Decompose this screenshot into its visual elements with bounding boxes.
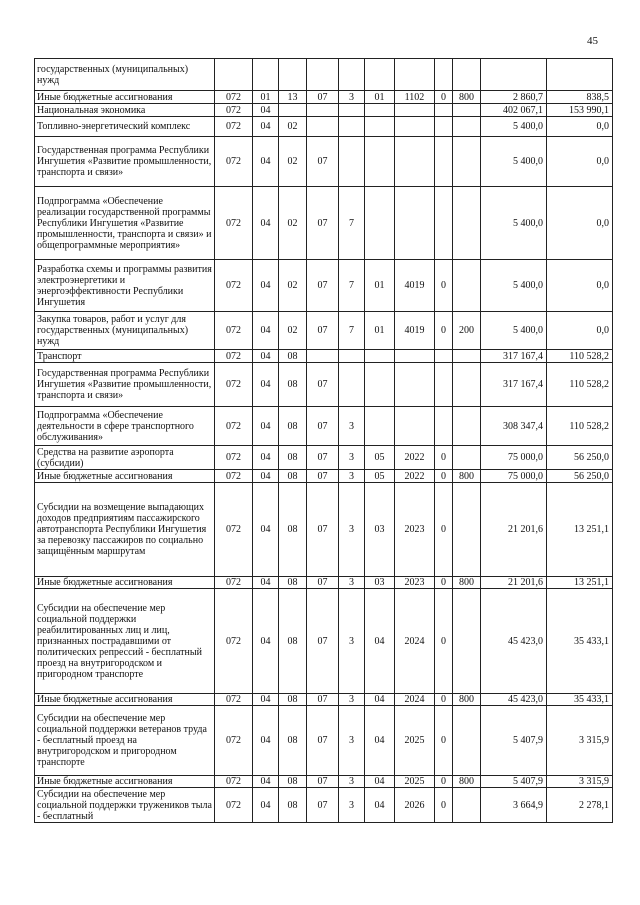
amount-executed-cell: 3 315,9 — [547, 706, 613, 776]
direction-code-cell — [395, 363, 435, 407]
status-code-cell — [435, 59, 453, 91]
program-code-cell: 07 — [307, 788, 339, 823]
section-code-cell: 04 — [253, 312, 279, 350]
section-code-cell: 04 — [253, 470, 279, 483]
program-code-cell: 07 — [307, 137, 339, 187]
amount-executed-cell: 0,0 — [547, 312, 613, 350]
row-name-cell: Средства на развитие аэропорта (субсидии) — [35, 446, 215, 470]
amount-executed-cell: 2 278,1 — [547, 788, 613, 823]
program-code-cell: 07 — [307, 312, 339, 350]
expense-type-cell — [453, 363, 481, 407]
expense-type-cell — [453, 788, 481, 823]
status-code-cell: 0 — [435, 589, 453, 694]
subprogram-code-cell — [339, 59, 365, 91]
subprogram-code-cell: 3 — [339, 577, 365, 589]
amount-planned-cell: 2 860,7 — [481, 91, 547, 104]
direction-code-cell: 2025 — [395, 776, 435, 788]
admin-code-cell: 072 — [215, 589, 253, 694]
subprogram-code-cell: 3 — [339, 694, 365, 706]
subprogram-code-cell: 7 — [339, 312, 365, 350]
table-row — [35, 260, 613, 312]
direction-code-cell — [395, 137, 435, 187]
status-code-cell: 0 — [435, 260, 453, 312]
subsection-code-cell: 08 — [279, 446, 307, 470]
section-code-cell — [253, 59, 279, 91]
status-code-cell: 0 — [435, 312, 453, 350]
subsection-code-cell: 02 — [279, 260, 307, 312]
subsection-code-cell: 02 — [279, 187, 307, 260]
section-code-cell: 04 — [253, 589, 279, 694]
amount-planned-cell: 5 400,0 — [481, 260, 547, 312]
expense-type-cell — [453, 187, 481, 260]
subprogram-code-cell — [339, 104, 365, 117]
program-code-cell: 07 — [307, 91, 339, 104]
subsection-code-cell: 08 — [279, 589, 307, 694]
amount-executed-cell: 35 433,1 — [547, 694, 613, 706]
table-row — [35, 407, 613, 446]
subsection-code-cell: 08 — [279, 407, 307, 446]
expense-type-cell — [453, 446, 481, 470]
direction-code-cell — [395, 407, 435, 446]
row-name-cell: Иные бюджетные ассигнования — [35, 694, 215, 706]
subsection-code-cell: 02 — [279, 137, 307, 187]
amount-planned-cell: 317 167,4 — [481, 363, 547, 407]
subprogram-code-cell: 3 — [339, 91, 365, 104]
measure-code-cell — [365, 117, 395, 137]
amount-planned-cell: 3 664,9 — [481, 788, 547, 823]
row-name-cell: Субсидии на обеспечение мер социальной поддержки реабилитированных лиц и лиц, признанных пострадавшими от политических репрессий - бесплатный проезд на внутригородском и пригородном транспорте — [35, 589, 215, 694]
expense-type-cell — [453, 706, 481, 776]
amount-planned-cell: 5 400,0 — [481, 137, 547, 187]
page-number: 45 — [587, 35, 598, 47]
section-code-cell: 04 — [253, 776, 279, 788]
admin-code-cell: 072 — [215, 407, 253, 446]
table-row — [35, 187, 613, 260]
expense-type-cell — [453, 137, 481, 187]
program-code-cell — [307, 350, 339, 363]
table-row — [35, 350, 613, 363]
measure-code-cell — [365, 137, 395, 187]
amount-planned-cell: 75 000,0 — [481, 470, 547, 483]
row-name-cell: Субсидии на обеспечение мер социальной поддержки ветеранов труда - бесплатный проезд на внутригородском и пригородном транспорте — [35, 706, 215, 776]
amount-planned-cell — [481, 59, 547, 91]
table-row — [35, 91, 613, 104]
measure-code-cell: 03 — [365, 483, 395, 577]
program-code-cell — [307, 117, 339, 137]
amount-planned-cell: 5 407,9 — [481, 706, 547, 776]
table-row — [35, 577, 613, 589]
amount-executed-cell: 110 528,2 — [547, 350, 613, 363]
amount-planned-cell: 45 423,0 — [481, 589, 547, 694]
section-code-cell: 04 — [253, 446, 279, 470]
subprogram-code-cell: 3 — [339, 446, 365, 470]
measure-code-cell — [365, 59, 395, 91]
expense-type-cell — [453, 260, 481, 312]
program-code-cell: 07 — [307, 446, 339, 470]
program-code-cell: 07 — [307, 694, 339, 706]
admin-code-cell: 072 — [215, 776, 253, 788]
table-row — [35, 363, 613, 407]
section-code-cell: 04 — [253, 577, 279, 589]
amount-planned-cell: 5 400,0 — [481, 312, 547, 350]
amount-planned-cell: 5 407,9 — [481, 776, 547, 788]
subsection-code-cell — [279, 59, 307, 91]
direction-code-cell — [395, 187, 435, 260]
admin-code-cell: 072 — [215, 470, 253, 483]
amount-executed-cell: 0,0 — [547, 187, 613, 260]
table-row — [35, 59, 613, 91]
subprogram-code-cell — [339, 117, 365, 137]
section-code-cell: 04 — [253, 260, 279, 312]
admin-code-cell: 072 — [215, 117, 253, 137]
section-code-cell: 04 — [253, 363, 279, 407]
subprogram-code-cell: 3 — [339, 407, 365, 446]
section-code-cell: 04 — [253, 104, 279, 117]
direction-code-cell: 2024 — [395, 589, 435, 694]
direction-code-cell: 2022 — [395, 470, 435, 483]
row-name-cell: государственных (муниципальных) нужд — [35, 59, 215, 91]
status-code-cell — [435, 350, 453, 363]
admin-code-cell: 072 — [215, 577, 253, 589]
subprogram-code-cell — [339, 137, 365, 187]
amount-planned-cell: 21 201,6 — [481, 483, 547, 577]
admin-code-cell: 072 — [215, 363, 253, 407]
subsection-code-cell: 08 — [279, 470, 307, 483]
program-code-cell: 07 — [307, 407, 339, 446]
admin-code-cell — [215, 59, 253, 91]
table-row — [35, 312, 613, 350]
admin-code-cell: 072 — [215, 706, 253, 776]
status-code-cell: 0 — [435, 694, 453, 706]
subsection-code-cell: 08 — [279, 350, 307, 363]
subsection-code-cell: 02 — [279, 312, 307, 350]
subsection-code-cell: 08 — [279, 577, 307, 589]
row-name-cell: Субсидии на возмещение выпадающих доходов предприятиям пассажирского автотранспорта Республики Ингушетия за перевозку пассажиров по социально защищённым маршрутам — [35, 483, 215, 577]
status-code-cell — [435, 363, 453, 407]
subprogram-code-cell: 3 — [339, 470, 365, 483]
amount-executed-cell: 13 251,1 — [547, 577, 613, 589]
amount-planned-cell: 45 423,0 — [481, 694, 547, 706]
table-row — [35, 137, 613, 187]
amount-planned-cell: 21 201,6 — [481, 577, 547, 589]
expense-type-cell: 800 — [453, 470, 481, 483]
amount-executed-cell — [547, 59, 613, 91]
direction-code-cell — [395, 104, 435, 117]
admin-code-cell: 072 — [215, 104, 253, 117]
direction-code-cell: 2025 — [395, 706, 435, 776]
admin-code-cell: 072 — [215, 260, 253, 312]
row-name-cell: Государственная программа Республики Ингушетия «Развитие промышленности, транспорта и связи» — [35, 363, 215, 407]
row-name-cell: Иные бюджетные ассигнования — [35, 470, 215, 483]
amount-executed-cell: 838,5 — [547, 91, 613, 104]
amount-planned-cell: 402 067,1 — [481, 104, 547, 117]
program-code-cell: 07 — [307, 589, 339, 694]
table-row — [35, 589, 613, 694]
direction-code-cell: 2023 — [395, 577, 435, 589]
row-name-cell: Государственная программа Республики Ингушетия «Развитие промышленности, транспорта и связи» — [35, 137, 215, 187]
measure-code-cell: 04 — [365, 706, 395, 776]
subsection-code-cell: 13 — [279, 91, 307, 104]
status-code-cell: 0 — [435, 483, 453, 577]
direction-code-cell: 2023 — [395, 483, 435, 577]
subsection-code-cell: 08 — [279, 694, 307, 706]
status-code-cell: 0 — [435, 788, 453, 823]
subprogram-code-cell: 3 — [339, 483, 365, 577]
expense-type-cell — [453, 59, 481, 91]
row-name-cell: Закупка товаров, работ и услуг для государственных (муниципальных) нужд — [35, 312, 215, 350]
expense-type-cell — [453, 104, 481, 117]
budget-table-body — [35, 59, 613, 823]
measure-code-cell: 03 — [365, 577, 395, 589]
admin-code-cell: 072 — [215, 446, 253, 470]
section-code-cell: 04 — [253, 694, 279, 706]
admin-code-cell: 072 — [215, 350, 253, 363]
amount-planned-cell: 308 347,4 — [481, 407, 547, 446]
row-name-cell: Подпрограмма «Обеспечение деятельности в сфере транспортного обслуживания» — [35, 407, 215, 446]
amount-executed-cell: 35 433,1 — [547, 589, 613, 694]
amount-executed-cell: 0,0 — [547, 137, 613, 187]
status-code-cell: 0 — [435, 446, 453, 470]
table-row — [35, 104, 613, 117]
program-code-cell: 07 — [307, 577, 339, 589]
subprogram-code-cell: 3 — [339, 706, 365, 776]
section-code-cell: 04 — [253, 483, 279, 577]
status-code-cell: 0 — [435, 577, 453, 589]
table-row — [35, 788, 613, 823]
budget-table — [34, 58, 613, 823]
direction-code-cell: 2022 — [395, 446, 435, 470]
table-row — [35, 776, 613, 788]
amount-executed-cell: 153 990,1 — [547, 104, 613, 117]
program-code-cell: 07 — [307, 483, 339, 577]
expense-type-cell — [453, 407, 481, 446]
row-name-cell: Иные бюджетные ассигнования — [35, 577, 215, 589]
subprogram-code-cell — [339, 350, 365, 363]
admin-code-cell: 072 — [215, 91, 253, 104]
table-row — [35, 706, 613, 776]
subprogram-code-cell: 7 — [339, 260, 365, 312]
measure-code-cell: 04 — [365, 694, 395, 706]
section-code-cell: 04 — [253, 407, 279, 446]
expense-type-cell — [453, 117, 481, 137]
section-code-cell: 04 — [253, 350, 279, 363]
direction-code-cell — [395, 350, 435, 363]
status-code-cell: 0 — [435, 91, 453, 104]
subprogram-code-cell: 7 — [339, 187, 365, 260]
table-row — [35, 694, 613, 706]
program-code-cell — [307, 104, 339, 117]
row-name-cell: Национальная экономика — [35, 104, 215, 117]
measure-code-cell: 01 — [365, 312, 395, 350]
subprogram-code-cell — [339, 363, 365, 407]
admin-code-cell: 072 — [215, 137, 253, 187]
section-code-cell: 04 — [253, 706, 279, 776]
subsection-code-cell: 08 — [279, 483, 307, 577]
subsection-code-cell: 08 — [279, 363, 307, 407]
expense-type-cell — [453, 483, 481, 577]
table-row — [35, 117, 613, 137]
amount-executed-cell: 0,0 — [547, 117, 613, 137]
amount-executed-cell: 110 528,2 — [547, 407, 613, 446]
amount-executed-cell: 56 250,0 — [547, 446, 613, 470]
measure-code-cell: 01 — [365, 91, 395, 104]
admin-code-cell: 072 — [215, 187, 253, 260]
amount-planned-cell: 5 400,0 — [481, 187, 547, 260]
expense-type-cell — [453, 350, 481, 363]
row-name-cell: Транспорт — [35, 350, 215, 363]
section-code-cell: 04 — [253, 187, 279, 260]
program-code-cell: 07 — [307, 363, 339, 407]
measure-code-cell — [365, 350, 395, 363]
row-name-cell: Разработка схемы и программы развития электроэнергетики и энергоэффективности Республики Ингушетия — [35, 260, 215, 312]
amount-executed-cell: 110 528,2 — [547, 363, 613, 407]
program-code-cell: 07 — [307, 187, 339, 260]
program-code-cell: 07 — [307, 260, 339, 312]
subprogram-code-cell: 3 — [339, 788, 365, 823]
direction-code-cell — [395, 59, 435, 91]
expense-type-cell: 800 — [453, 91, 481, 104]
program-code-cell: 07 — [307, 706, 339, 776]
program-code-cell — [307, 59, 339, 91]
direction-code-cell — [395, 117, 435, 137]
direction-code-cell: 4019 — [395, 312, 435, 350]
subsection-code-cell: 08 — [279, 788, 307, 823]
measure-code-cell — [365, 187, 395, 260]
status-code-cell: 0 — [435, 470, 453, 483]
direction-code-cell: 4019 — [395, 260, 435, 312]
section-code-cell: 04 — [253, 788, 279, 823]
admin-code-cell: 072 — [215, 694, 253, 706]
amount-executed-cell: 13 251,1 — [547, 483, 613, 577]
program-code-cell: 07 — [307, 776, 339, 788]
row-name-cell: Иные бюджетные ассигнования — [35, 91, 215, 104]
status-code-cell — [435, 117, 453, 137]
measure-code-cell: 01 — [365, 260, 395, 312]
section-code-cell: 04 — [253, 117, 279, 137]
direction-code-cell: 2026 — [395, 788, 435, 823]
expense-type-cell: 800 — [453, 577, 481, 589]
subsection-code-cell: 08 — [279, 706, 307, 776]
subsection-code-cell: 02 — [279, 117, 307, 137]
row-name-cell: Топливно-энергетический комплекс — [35, 117, 215, 137]
amount-executed-cell: 3 315,9 — [547, 776, 613, 788]
program-code-cell: 07 — [307, 470, 339, 483]
table-row — [35, 446, 613, 470]
row-name-cell: Иные бюджетные ассигнования — [35, 776, 215, 788]
admin-code-cell: 072 — [215, 312, 253, 350]
table-row — [35, 483, 613, 577]
expense-type-cell: 200 — [453, 312, 481, 350]
measure-code-cell: 05 — [365, 446, 395, 470]
measure-code-cell: 04 — [365, 776, 395, 788]
expense-type-cell: 800 — [453, 694, 481, 706]
amount-executed-cell: 56 250,0 — [547, 470, 613, 483]
status-code-cell: 0 — [435, 706, 453, 776]
measure-code-cell: 04 — [365, 788, 395, 823]
status-code-cell — [435, 137, 453, 187]
amount-planned-cell: 5 400,0 — [481, 117, 547, 137]
status-code-cell — [435, 407, 453, 446]
status-code-cell — [435, 187, 453, 260]
section-code-cell: 04 — [253, 137, 279, 187]
measure-code-cell — [365, 407, 395, 446]
section-code-cell: 01 — [253, 91, 279, 104]
admin-code-cell: 072 — [215, 483, 253, 577]
amount-executed-cell: 0,0 — [547, 260, 613, 312]
measure-code-cell: 04 — [365, 589, 395, 694]
row-name-cell: Подпрограмма «Обеспечение реализации государственной программы Республики Ингушетия «Развитие промышленности, транспорта и связи» и общепрограммные мероприятия» — [35, 187, 215, 260]
measure-code-cell — [365, 104, 395, 117]
admin-code-cell: 072 — [215, 788, 253, 823]
subprogram-code-cell: 3 — [339, 589, 365, 694]
direction-code-cell: 2024 — [395, 694, 435, 706]
measure-code-cell — [365, 363, 395, 407]
subsection-code-cell: 08 — [279, 776, 307, 788]
expense-type-cell: 800 — [453, 776, 481, 788]
row-name-cell: Субсидии на обеспечение мер социальной поддержки тружеников тыла - бесплатный — [35, 788, 215, 823]
status-code-cell — [435, 104, 453, 117]
direction-code-cell: 1102 — [395, 91, 435, 104]
status-code-cell: 0 — [435, 776, 453, 788]
amount-planned-cell: 75 000,0 — [481, 446, 547, 470]
measure-code-cell: 05 — [365, 470, 395, 483]
amount-planned-cell: 317 167,4 — [481, 350, 547, 363]
expense-type-cell — [453, 589, 481, 694]
subsection-code-cell — [279, 104, 307, 117]
table-row — [35, 470, 613, 483]
subprogram-code-cell: 3 — [339, 776, 365, 788]
